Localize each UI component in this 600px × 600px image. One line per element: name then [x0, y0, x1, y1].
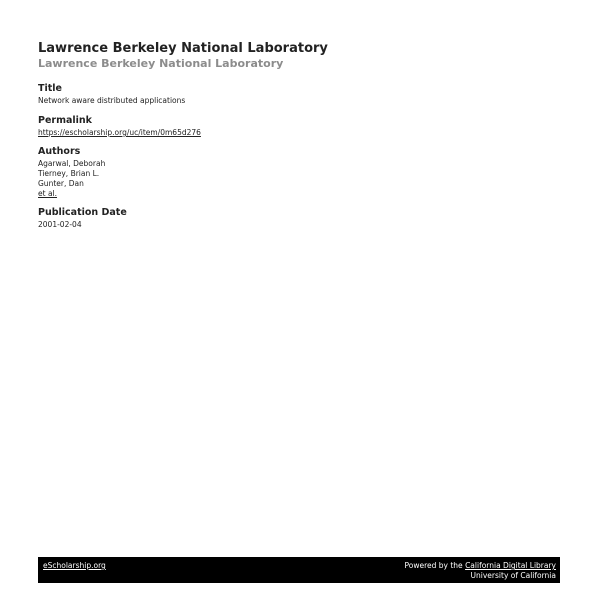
author-name: Gunter, Dan — [38, 179, 84, 188]
footer-bar — [38, 557, 560, 583]
more-authors-link[interactable]: et al. — [38, 189, 58, 198]
publication-date-label: Publication Date — [38, 207, 127, 218]
authors-section — [38, 146, 105, 199]
title-section — [38, 83, 185, 106]
title-label: Title — [38, 83, 62, 94]
permalink-section — [38, 115, 201, 138]
publication-date-section — [38, 207, 127, 230]
escholarship-link[interactable]: eScholarship.org — [43, 561, 106, 570]
footer-credits — [405, 561, 557, 581]
lab-subtitle: Lawrence Berkeley National Laboratory — [38, 57, 284, 70]
authors-list — [38, 159, 105, 199]
permalink-link[interactable]: https://escholarship.org/uc/item/0m65d276 — [38, 128, 201, 137]
publication-date-value: 2001-02-04 — [38, 220, 82, 229]
lab-title: Lawrence Berkeley National Laboratory — [38, 41, 328, 56]
cdl-link[interactable]: California Digital Library — [465, 561, 556, 570]
permalink-value — [38, 128, 201, 138]
powered-by-text: Powered by the — [404, 561, 463, 570]
authors-label: Authors — [38, 146, 81, 157]
document-header — [38, 41, 328, 70]
author-name: Tierney, Brian L. — [38, 169, 100, 178]
permalink-label: Permalink — [38, 115, 92, 126]
university-text: University of California — [470, 571, 556, 580]
author-name: Agarwal, Deborah — [38, 159, 106, 168]
title-value: Network aware distributed applications — [38, 96, 186, 105]
